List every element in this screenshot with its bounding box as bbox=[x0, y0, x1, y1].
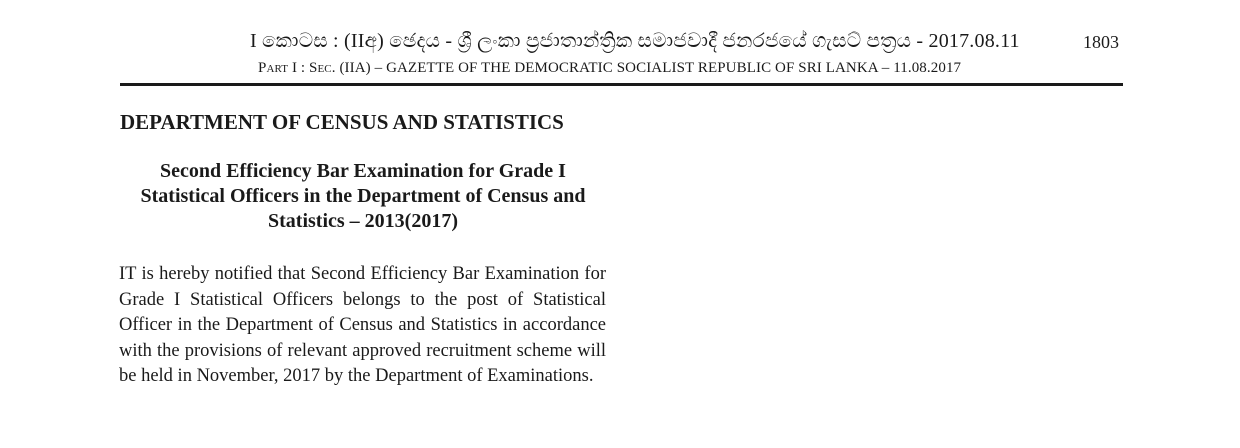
notice-title: Second Efficiency Bar Examination for Grade I Statistical Officers in the Department of Census and Statistics – 2013(2017) bbox=[140, 160, 586, 232]
page-number: 1803 bbox=[1083, 32, 1119, 52]
gazette-sinhala-header: I කොටස : (IIඅ) ඡෙදය - ශ්‍රී ලංකා ප්‍රජාතාන්ත්‍රික සමාජවාදී ජනරජයේ ගැසට් පත්‍රය - 2017.08.11 bbox=[250, 30, 1020, 52]
notice-body: IT is hereby notified that Second Efficiency Bar Examination for Grade I Statistical Officers belongs to the post of Statistical Officer in the Department of Census and Statistics in accordance with the provisions of relevant approved recruitment scheme will be held in November, 2017 by the Department of Examinations. bbox=[119, 264, 606, 387]
gazette-english-title: (IIA) – GAZETTE OF THE DEMOCRATIC SOCIALIST REPUBLIC OF SRI LANKA – 11.08.2017 bbox=[339, 60, 962, 76]
gazette-english-header bbox=[258, 60, 961, 77]
department-heading: DEPARTMENT OF CENSUS AND STATISTICS bbox=[120, 110, 564, 134]
part-label: Part bbox=[258, 60, 289, 76]
header-divider bbox=[120, 83, 1123, 86]
part-number: I : bbox=[291, 60, 306, 76]
section-label: Sec. bbox=[309, 60, 336, 76]
